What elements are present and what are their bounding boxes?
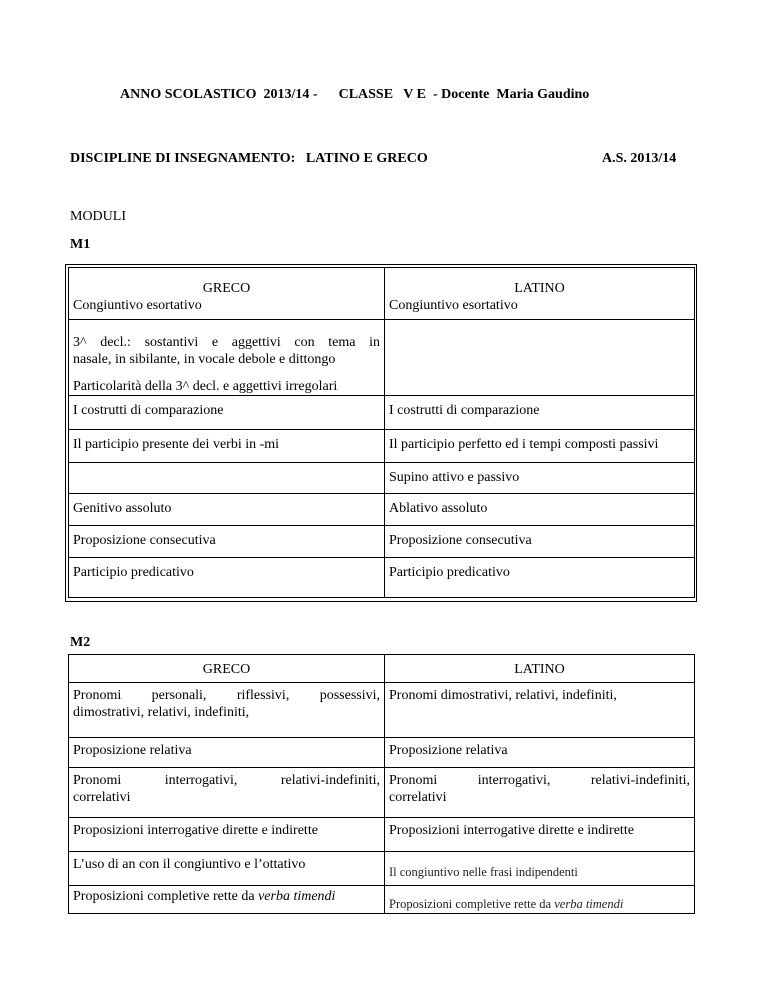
moduli-label: MODULI <box>70 209 126 224</box>
m2-r3-left-b: correlativi <box>73 790 131 805</box>
m1-latino-head: LATINO <box>514 281 565 296</box>
m2-r3-right-a: Pronomi interrogativi, relativi-indefiniti, <box>389 773 690 788</box>
m1-r2-left-a: 3^ decl.: sostantivi e aggettivi con tema in <box>73 335 380 350</box>
m2-greco-head: GRECO <box>202 662 251 677</box>
m2-r6-left: Proposizioni completive rette da verba timendi <box>73 889 336 904</box>
table-row <box>69 852 695 886</box>
m1-r7-right: Proposizione consecutiva <box>389 533 532 548</box>
m1-r8-right: Participio predicativo <box>389 565 510 580</box>
table-row <box>69 430 695 463</box>
table-row <box>69 768 695 818</box>
m2-r3-right-b: correlativi <box>389 790 447 805</box>
table-row <box>69 738 695 768</box>
m1-greco-head: GRECO <box>202 281 251 296</box>
m1-r3-right: I costrutti di comparazione <box>389 403 540 418</box>
table-row <box>69 396 695 430</box>
academic-year: A.S. 2013/14 <box>602 151 677 166</box>
module-m1-title: M1 <box>70 237 91 252</box>
module-m2-table <box>68 654 695 914</box>
m1-r4-right: Il participio perfetto ed i tempi composti passivi <box>389 437 659 452</box>
m1-r7-left: Proposizione consecutiva <box>73 533 216 548</box>
table-row <box>69 818 695 852</box>
discipline-title: DISCIPLINE DI INSEGNAMENTO: LATINO E GRECO <box>70 151 428 166</box>
m2-r4-right: Proposizioni interrogative dirette e indirette <box>389 823 634 838</box>
m1-r3-left: I costrutti di comparazione <box>73 403 224 418</box>
m2-r1-left-b: dimostrativi, relativi, indefiniti, <box>73 705 250 720</box>
table-row <box>69 320 695 396</box>
m1-r1-right: Congiuntivo esortativo <box>389 298 518 313</box>
table-row <box>69 683 695 738</box>
m2-r2-left: Proposizione relativa <box>73 743 192 758</box>
m2-r5-right: Il congiuntivo nelle frasi indipendenti <box>389 865 578 879</box>
m1-r6-right: Ablativo assoluto <box>389 501 488 516</box>
m2-r1-left-a: Pronomi personali, riflessivi, possessivi, <box>73 688 380 703</box>
table-row <box>69 886 695 914</box>
table-row <box>69 268 695 320</box>
table-row <box>69 463 695 494</box>
m2-r1-right: Pronomi dimostrativi, relativi, indefiniti, <box>389 688 617 703</box>
table-row <box>69 655 695 683</box>
table-row <box>69 494 695 526</box>
m1-r2-left-c: Particolarità della 3^ decl. e aggettivi irregolari <box>73 379 338 394</box>
m1-r2-left-b: nasale, in sibilante, in vocale debole e dittongo <box>73 352 336 367</box>
header-line: ANNO SCOLASTICO 2013/14 - CLASSE V E - Docente Maria Gaudino <box>120 87 590 102</box>
m1-r5-right: Supino attivo e passivo <box>389 470 520 485</box>
m2-r2-right: Proposizione relativa <box>389 743 508 758</box>
m2-r5-left: L’uso di an con il congiuntivo e l’ottativo <box>73 857 306 872</box>
table-row <box>69 526 695 558</box>
m1-latino-cell <box>385 268 695 320</box>
m2-latino-head: LATINO <box>514 662 565 677</box>
m1-r1-left: Congiuntivo esortativo <box>73 298 202 313</box>
m2-r6-right: Proposizioni completive rette da verba timendi <box>389 897 624 911</box>
m2-r3-left-a: Pronomi interrogativi, relativi-indefiniti, <box>73 773 380 788</box>
m1-r4-left: Il participio presente dei verbi in -mi <box>73 437 280 452</box>
table-row <box>69 558 695 598</box>
module-m1-table <box>68 267 695 598</box>
m1-r8-left: Participio predicativo <box>73 565 194 580</box>
m1-r6-left: Genitivo assoluto <box>73 501 172 516</box>
module-m2-title: M2 <box>70 635 91 650</box>
m2-r4-left: Proposizioni interrogative dirette e indirette <box>73 823 318 838</box>
m1-greco-cell <box>69 268 385 320</box>
